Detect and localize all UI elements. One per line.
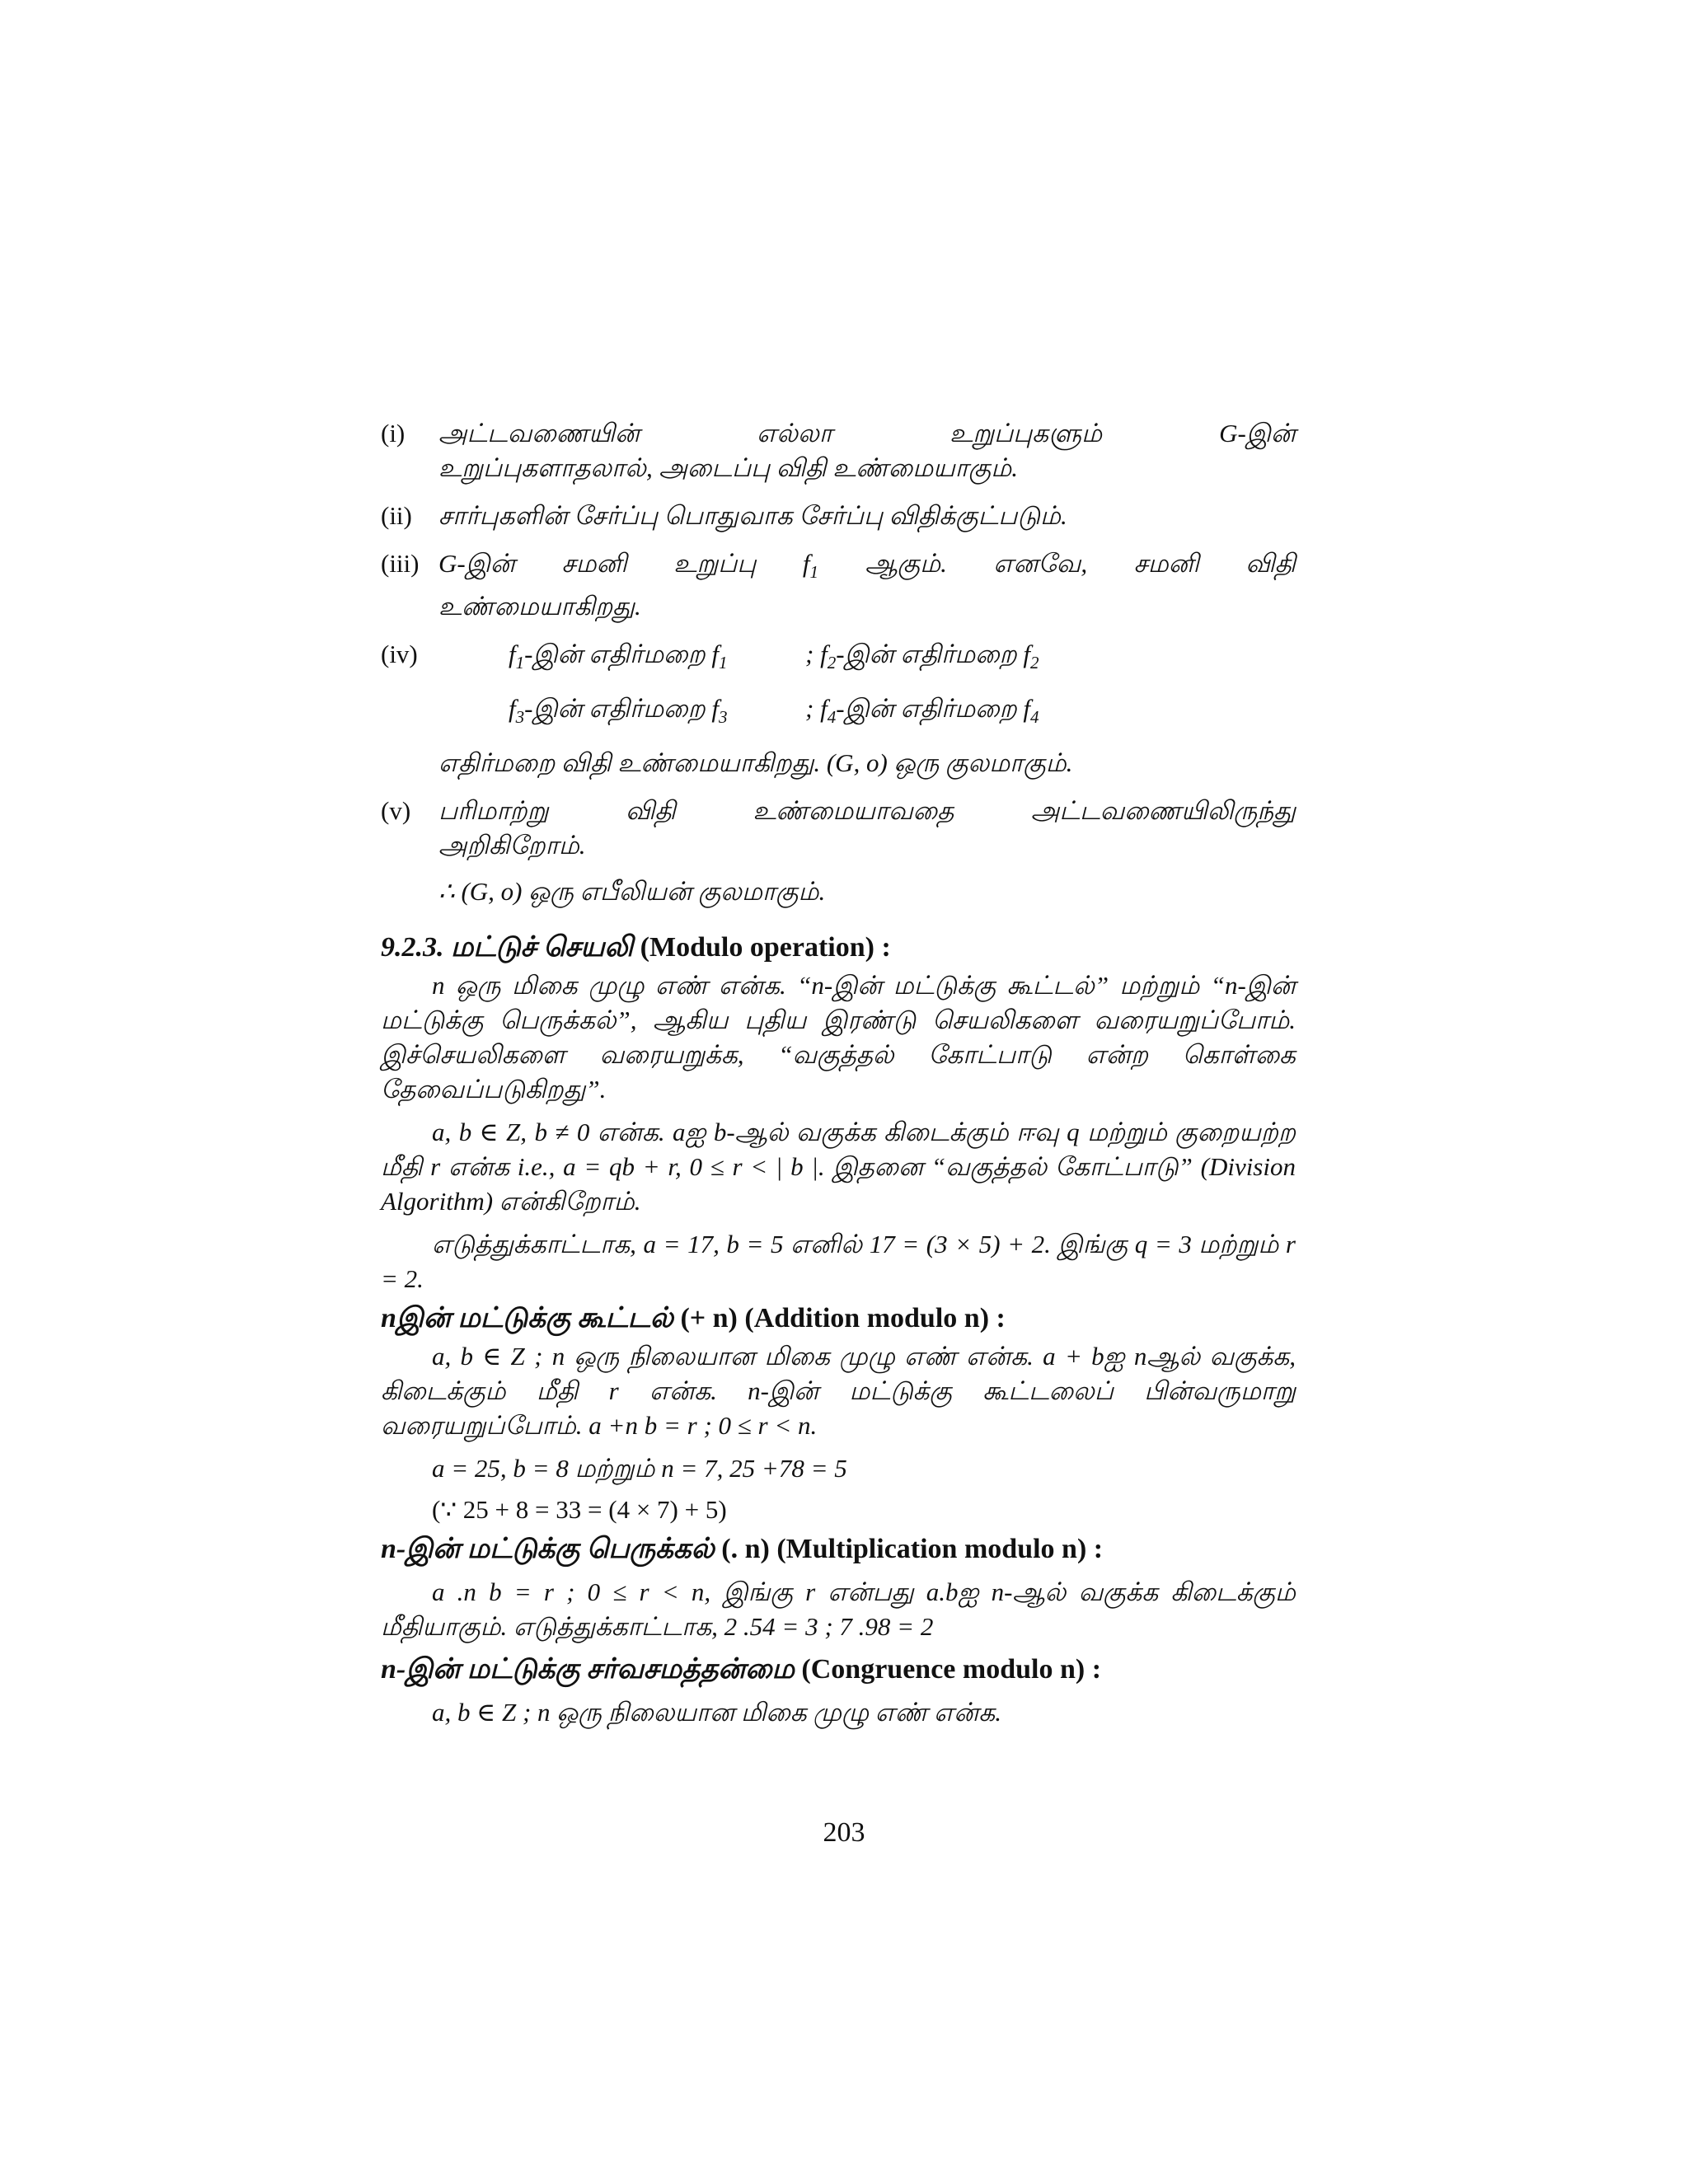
item-number: (ii) [381,501,412,530]
word: G-இன் [1219,419,1296,448]
word: சமனி [561,549,627,578]
inverse-f1: $f_1-இன்$ எதிர்மறை $f_1$ [509,640,728,673]
addition-heading: nஇன் மட்டுக்கு கூட்டல் (+ n) (Addition modulo n) : [381,1303,1006,1333]
list-item-ii [381,499,1296,533]
list-item-i [381,416,1296,485]
congruence-heading: n-இன் மட்டுக்கு சர்வசமத்தன்மை (Congruence modulo n) : [381,1654,1102,1685]
item-text-line: உண்மையாகிறது. [438,592,641,621]
item-text-line: பரிமாற்று விதி உண்மையாவதை அட்டவணையிலிருந்து [438,796,1296,825]
inverse-f2: ; $f_2-இன்$ எதிர்மறை $f_2$ [805,640,1039,673]
item-number: (iv) [381,640,418,668]
paragraph: a, b ∈ Z ; n ஒரு நிலையான மிகை முழு எண் என்க. a + bஐ nஆல் வகுக்க, கிடைக்கும் மீதி r என்க. n-இன் மட்டுக்கு கூட்டலைப் பின்வருமாறு வரையறுப்போம். a +n b = r ; 0 ≤ r < n. [381,1342,1296,1440]
math-f1: $f_1$ [802,549,819,582]
inverse-f4: ; $f_4-இன்$ எதிர்மறை $f_4$ [805,694,1039,727]
item-number: (i) [381,419,406,448]
list-item-iv [381,637,1296,780]
abelian-conclusion: ∴ (G, o) ஒரு எபீலியன் குலமாகும். [438,877,826,906]
word: விதி [1245,549,1296,578]
page-number: 203 [823,1817,865,1848]
paragraph: n ஒரு மிகை முழு எண் என்க. “n-இன் மட்டுக்கு கூட்டல்” மற்றும் “n-இன் மட்டுக்கு பெருக்கல்”, ஆகிய புதிய இரண்டு செயலிகளை வரையறுப்போம். இச்செயலிகளை வரையறுக்க, “வகுத்தல் கோட்பாடு என்ற கொள்கை தேவைப்படுகிறது”. [381,971,1296,1104]
word: சமனி [1133,549,1199,578]
list-item-v [381,794,1296,909]
word: எல்லா [757,419,833,448]
paragraph: a, b ∈ Z, b ≠ 0 என்க. aஐ b-ஆல் வகுக்க கிடைக்கும் ஈவு q மற்றும் குறையற்ற மீதி r என்க i.e., a = qb + r, 0 ≤ r < | b |. இதனை “வகுத்தல் கோட்பாடு” (Division Algorithm) என்கிறோம். [381,1118,1296,1216]
word: ஆகும். [865,549,947,578]
item-number: (v) [381,796,411,825]
item-text-line: அறிகிறோம். [438,831,586,860]
section-heading: 9.2.3. மட்டுச் செயலி (Modulo operation) : [381,932,891,963]
inverse-f3: $f_3-இன்$ எதிர்மறை $f_3$ [509,694,728,727]
item-text-line: சார்புகளின் சேர்ப்பு பொதுவாக சேர்ப்பு விதிக்குட்படும். [438,501,1067,530]
word: அட்டவணையின் [438,419,640,448]
example-line: (∵ 25 + 8 = 33 = (4 × 7) + 5) [432,1495,727,1524]
page-body [381,416,1296,1730]
word: G-இன் [438,549,515,578]
inverse-row-1 [438,637,1296,680]
multiplication-heading: n-இன் மட்டுக்கு பெருக்கல் (. n) (Multiplication modulo n) : [381,1534,1104,1564]
word: உறுப்பு [673,549,757,578]
word: எனவே, [993,549,1088,578]
example-line: a = 25, b = 8 மற்றும் n = 7, 25 +78 = 5 [432,1454,847,1483]
item-text-line: உறுப்புகளாதலால், அடைப்பு விதி உண்மையாகும். [438,453,1018,482]
inverse-conclusion: எதிர்மறை விதி உண்மையாகிறது. (G, o) ஒரு குலமாகும். [438,748,1073,777]
list-item-iii [381,546,1296,624]
paragraph: a .n b = r ; 0 ≤ r < n, இங்கு r என்பது a.bஐ n-ஆல் வகுக்க கிடைக்கும் மீதியாகும். எடுத்துக்காட்டாக, 2 .54 = 3 ; 7 .98 = 2 [381,1577,1296,1641]
word: உறுப்புகளும் [950,419,1103,448]
paragraph: எடுத்துக்காட்டாக, a = 17, b = 5 எனில் 17 = (3 × 5) + 2. இங்கு q = 3 மற்றும் r = 2. [381,1230,1296,1293]
item-text-line [438,416,1296,451]
item-number: (iii) [381,549,420,578]
inverse-row-2 [438,691,1296,734]
paragraph: a, b ∈ Z ; n ஒரு நிலையான மிகை முழு எண் என்க. [432,1698,1001,1727]
item-text-line [438,546,1296,589]
